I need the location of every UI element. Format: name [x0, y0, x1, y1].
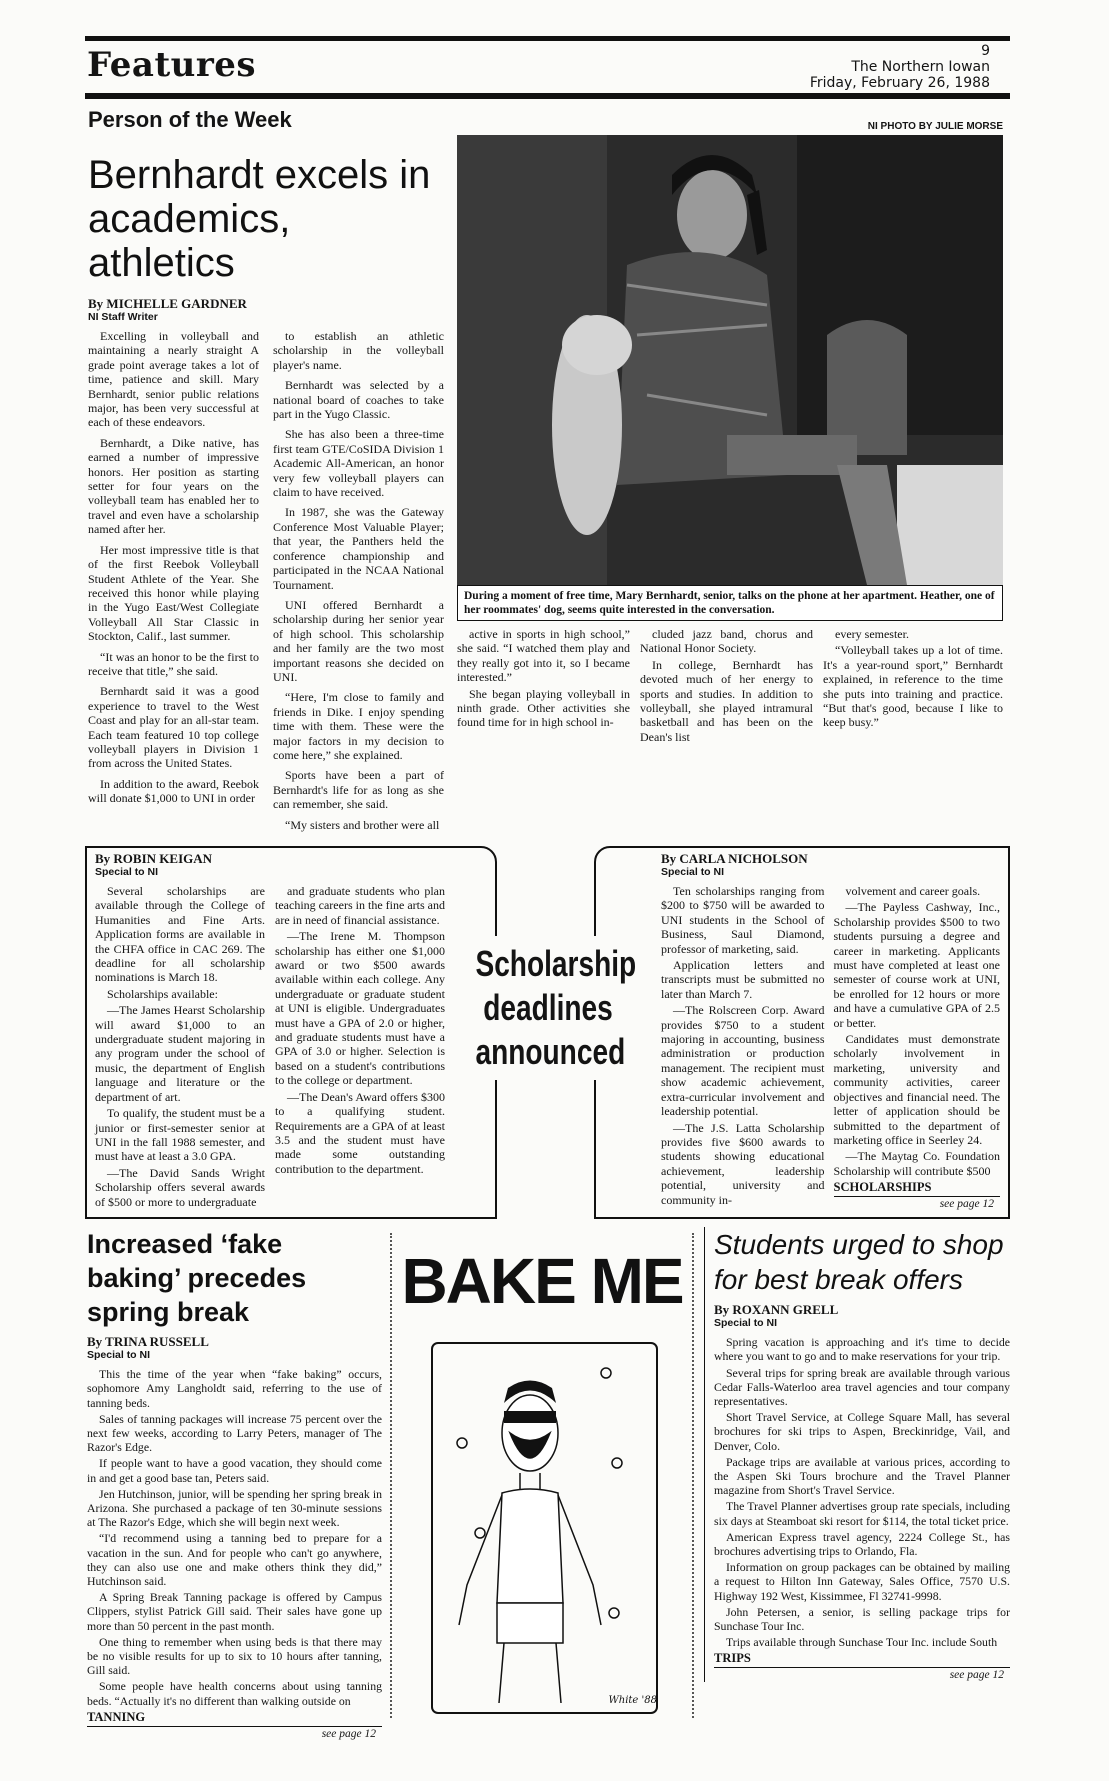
headline-line: deadlines — [483, 987, 613, 1028]
paragraph: Spring vacation is approaching and it's time to decide where you want to go and to make reservations for your trip. — [714, 1335, 1010, 1364]
paragraph: John Petersen, a senior, is selling package trips for Sunchase Tour Inc. — [714, 1604, 1010, 1633]
scholarship-left-column-1 — [95, 884, 265, 1211]
lead-headline: Bernhardt excels in academics, athletics — [88, 153, 431, 285]
paragraph: American Express travel agency, 2224 College St., has brochures advertising trips to Orlando, Fla. — [714, 1529, 1010, 1558]
scholarships-jump-word: SCHOLARSHIPS — [833, 1180, 932, 1195]
paragraph: She began playing volleyball in ninth grade. Other activities she found time for in high school in- — [457, 686, 630, 730]
feature-photo — [457, 135, 1003, 585]
scholarship-left-columns — [95, 884, 487, 1211]
lead-column-5 — [823, 627, 1003, 746]
scholarship-right-byline-role: Special to NI — [661, 866, 725, 878]
paragraph: This the time of the year when “fake baking” occurs, sophomore Amy Langholdt said, referring to the use of tanning beds. — [87, 1367, 382, 1410]
section-title: Features — [87, 45, 257, 85]
paragraph: Excelling in volleyball and maintaining a nearly straight A grade point average takes a lot of time, patience and skill. Mary Bernhardt, senior public relations major, has been very successful at each of these endeavors. — [88, 329, 259, 430]
trips-byline-role: Special to NI — [714, 1317, 778, 1330]
paragraph: —The David Sands Wright Scholarship offers several awards of $500 or more to undergraduate — [95, 1165, 265, 1209]
folio — [810, 43, 990, 91]
tanning-headline: Increased ‘fake baking’ precedes spring break — [87, 1229, 307, 1328]
paragraph: —The Rolscreen Corp. Award provides $750 to a student majoring in accounting, business administration or production management. The recipient must show academic achievement, extra-curricular involvement and leadership potential. — [661, 1003, 825, 1119]
paragraph: Some people have health concerns about using tanning beds. “Actually it's no different than walking outside on — [87, 1679, 382, 1708]
trips-jump-link[interactable]: see page 12 — [949, 1669, 1004, 1682]
scholarship-left-box — [85, 846, 497, 1219]
lead-columns — [88, 329, 444, 838]
scholarship-section — [85, 846, 1010, 1219]
lead-column-4 — [640, 627, 813, 746]
header-rule — [85, 93, 1010, 99]
paragraph: Package trips are available at various prices, according to the Aspen Ski Tours brochure and the Travel Planner magazine from Short's Travel Service. — [714, 1454, 1010, 1498]
headline-line: announced — [475, 1031, 626, 1072]
trips-headline: Students urged to shop for best break offers — [714, 1229, 1004, 1296]
paragraph: —The Maytag Co. Foundation Scholarship will contribute $500 — [833, 1149, 1000, 1178]
bottom-section — [85, 1227, 1010, 1741]
paragraph: —The James Hearst Scholarship will award $1,000 to an undergraduate student majoring in any program under the school of music, the department of English language and literature or the department of art. — [95, 1003, 265, 1104]
kicker: Person of the Week — [88, 107, 292, 132]
paragraph: to establish an athletic scholarship in the volleyball player's name. — [273, 329, 444, 372]
photo-credit: NI PHOTO BY JULIE MORSE — [867, 121, 1003, 132]
trips-body — [714, 1335, 1010, 1649]
lead-byline: By MICHELLE GARDNER — [88, 296, 247, 311]
paragraph: In 1987, she was the Gateway Conference Most Valuable Player; that year, the Panthers held the conference championship and participated in the NCAA National Tournament. — [273, 505, 444, 592]
paragraph: —The Irene M. Thompson scholarship has either one $1,000 award or two $500 awards available within each college. Any undergraduate or graduate student at UNI is eligible. Undergraduates must have a GPA of 2.0 or higher, and graduate students must have a GPA of 3.0 or higher. Selection is based on a student's contributions to the college or department. — [275, 929, 445, 1088]
scholarships-jump-link[interactable]: see page 12 — [939, 1198, 994, 1211]
paragraph: Trips available through Sunchase Tour Inc. include South — [726, 1635, 998, 1650]
paragraph: Bernhardt said it was a good experience to travel to the West Coast and play for an all-star team. Each team featured 10 top college volleyball players in Division 1 from across the United States. — [88, 684, 259, 771]
scholarship-left-byline: By ROBIN KEIGAN — [95, 851, 213, 866]
paragraph: “My sisters and brother were all — [285, 817, 440, 832]
paragraph: If people want to have a good vacation, they should come in and get a good base tan, Peters said. — [87, 1456, 382, 1485]
tanning-jump-word: TANNING — [87, 1709, 146, 1724]
scholarship-right-byline: By CARLA NICHOLSON — [661, 851, 808, 866]
paragraph: active in sports in high school,” she said. “I watched them play and they really got into it, so I became interested.” — [457, 627, 630, 685]
paragraph: She has also been a three-time first team GTE/CoSIDA Division 1 Academic All-American, an honor very few volleyball players can claim to have received. — [273, 427, 444, 500]
issue-date: Friday, February 26, 1988 — [809, 75, 990, 91]
paragraph: Her most impressive title is that of the first Reebok Volleyball Student Athlete of the Year. She received this honor while playing in the Yugo East/West Collegiate Volleyball All Star Classic in Stockton, Calif., last summer. — [88, 542, 259, 644]
lead-column-1 — [88, 329, 259, 838]
paragraph: In college, Bernhardt has devoted much of her energy to sports and studies. In addition to volleyball, she played intramural basketball and has been on the Dean's list — [640, 657, 813, 744]
paper-name: The Northern Iowan — [851, 59, 990, 75]
page-number: 9 — [981, 43, 990, 59]
paragraph: In addition to the award, Reebok will donate $1,000 to UNI in order — [88, 776, 259, 806]
tanning-jump-link[interactable]: see page 12 — [321, 1727, 376, 1740]
lead-story-photo-area — [457, 135, 1003, 838]
paragraph: Sports have been a part of Bernhardt's life for as long as she can remember, she said. — [273, 768, 444, 812]
tanning-byline: By TRINA RUSSELL — [87, 1334, 209, 1350]
paragraph: Candidates must demonstrate scholarly involvement in marketing, university and community activities, career objectives and financial need. The letter of application should be submitted to the department of marketing office in Seerley 24. — [833, 1032, 1000, 1147]
lead-story-text — [85, 135, 444, 838]
trips-story — [704, 1227, 1010, 1682]
svg-text:White '88: White '88 — [608, 1695, 657, 1707]
trips-jump-word: TRIPS — [714, 1651, 751, 1666]
tanning-body — [87, 1367, 382, 1708]
paragraph: “It was an honor to be the first to receive that title,” she said. — [88, 649, 259, 678]
paragraph: volvement and career goals. — [845, 884, 981, 898]
lead-byline-role: NI Staff Writer — [88, 311, 158, 323]
paragraph: Several scholarships are available through the College of Humanities and Fine Arts. Application forms are available in the CHFA office in CAC 269. The deadline for all scholarship nominations is March 18. — [95, 884, 265, 985]
paragraph: —The J.S. Latta Scholarship provides five $600 awards to students showing educational achievement, leadership potential, university and community in- — [661, 1120, 825, 1207]
paragraph: Bernhardt, a Dike native, has earned a number of impressive honors. Her position as starting setter for four years on the volleyball team has enabled her to travel and even have a scholarship named after her. — [88, 435, 259, 537]
lead-lower-columns — [457, 627, 1003, 746]
scholarship-right-column-2 — [834, 884, 1000, 1178]
paragraph: —The Dean's Award offers $300 to a qualifying student. Requirements are a GPA of at least 3.5 and the student must have made some outstanding contribution to the department. — [275, 1089, 445, 1176]
paragraph: To qualify, the student must be a junior or first-semester senior at UNI in the fall 1988 semester, and must have at least a 3.0 GPA. — [95, 1106, 265, 1164]
paragraph: Short Travel Service, at College Square Mall, has several brochures for ski trips to Aspen, Breckinridge, Vail, and Denver, Colo. — [714, 1410, 1010, 1453]
page-header — [85, 41, 1010, 91]
paragraph: “Here, I'm close to family and friends in Dike. I enjoy spending time with them. These were the major factors in my decision to come here,” she explained. — [273, 690, 444, 762]
paragraph: Scholarships available: — [107, 986, 218, 1001]
paragraph: One thing to remember when using beds is that there may be no visible results for up to six to 10 hours after tanning, Gill said. — [87, 1634, 382, 1678]
scholarship-right-box — [594, 846, 1010, 1219]
lead-story — [85, 135, 1010, 838]
paragraph: “Volleyball takes up a lot of time. It's a year-round sport,” Bernhardt explained, in reference to the time she puts into training and practice. “But that's good, because I like to keep busy.” — [823, 643, 1003, 730]
svg-text:BAKE ME: BAKE ME — [401, 1245, 683, 1318]
tanning-story — [85, 1227, 382, 1741]
lead-column-3 — [457, 627, 630, 746]
paragraph: cluded jazz band, chorus and National Honor Society. — [640, 627, 813, 656]
paragraph: Information on group packages can be obtained by mailing a request to Hilton Inn Gateway, Sales Office, 7570 U.S. Highway 192 West, Kissimmee, Fl 32741-9998. — [714, 1560, 1010, 1603]
scholarship-right-columns — [661, 884, 1000, 1211]
lead-column-2 — [273, 329, 444, 838]
paragraph: The Travel Planner advertises group rate specials, including six days at Steamboat ski resort for $114, the total ticket price. — [714, 1499, 1010, 1528]
paragraph: “I'd recommend using a tanning bed to prepare for a vacation in the sun. And for people who can't go anywhere, they can also use one and make others think they did,” Hutchinson said. — [87, 1531, 382, 1588]
scholarship-headline — [455, 936, 641, 1080]
tanning-byline-role: Special to NI — [87, 1349, 151, 1362]
paragraph: Bernhardt was selected by a national board of coaches to take part in the Yugo Classic. — [273, 378, 444, 422]
scholarship-right-column-1 — [661, 884, 825, 1211]
kicker-row — [85, 107, 1010, 133]
scholarship-left-column-2 — [275, 884, 445, 1211]
trips-byline: By ROXANN GRELL — [714, 1302, 839, 1318]
paragraph: Several trips for spring break are available through various Cedar Falls-Waterloo area travel agencies and tour company representatives. — [714, 1365, 1010, 1408]
paragraph: —The Payless Cashway, Inc., Scholarship provides $500 to two students pursuing a degree and career in marketing. Applicants must have completed at least one semester of course work at UNI, be enrolled for 12 hours or more and have a cumulative GPA of 2.5 or better. — [833, 900, 1000, 1030]
headline-line: Scholarship — [475, 943, 637, 984]
paragraph: and graduate students who plan teaching careers in the fine arts and are in need of financial assistance. — [275, 884, 445, 927]
photo-caption: During a moment of free time, Mary Bernhardt, senior, talks on the phone at her apartment. Heather, one of her roommates' dog, seems quite interested in the conversation. — [457, 585, 1003, 621]
scholarship-left-byline-role: Special to NI — [95, 866, 159, 878]
paragraph: Application letters and transcripts must be submitted no later than March 7. — [661, 958, 825, 1001]
bake-me-cartoon — [390, 1233, 694, 1718]
paragraph: every semester. — [835, 627, 909, 641]
paragraph: UNI offered Bernhardt a scholarship during her senior year of high school. This scholarship and her family are the two most important reasons she decided on UNI. — [273, 597, 444, 684]
newspaper-page — [85, 0, 1010, 1781]
paragraph: Sales of tanning packages will increase 75 percent over the next few weeks, according to Larry Peters, manager of The Razor's Edge. — [87, 1411, 382, 1455]
paragraph: A Spring Break Tanning package is offered by Campus Clippers, stylist Patrick Gill said. Their sales have gone up more than 50 percent in the past month. — [87, 1590, 382, 1633]
paragraph: Jen Hutchinson, junior, will be spending her spring break in Arizona. She purchased a package of ten 30-minute sessions at The Razor's Edge, which she will begin next week. — [87, 1486, 382, 1530]
scholarship-right-column-2-wrap — [834, 884, 1000, 1211]
paragraph: Ten scholarships ranging from $200 to $750 will be awarded to UNI students in the School of Business, Saul Diamond, professor of marketing, said. — [661, 884, 825, 956]
